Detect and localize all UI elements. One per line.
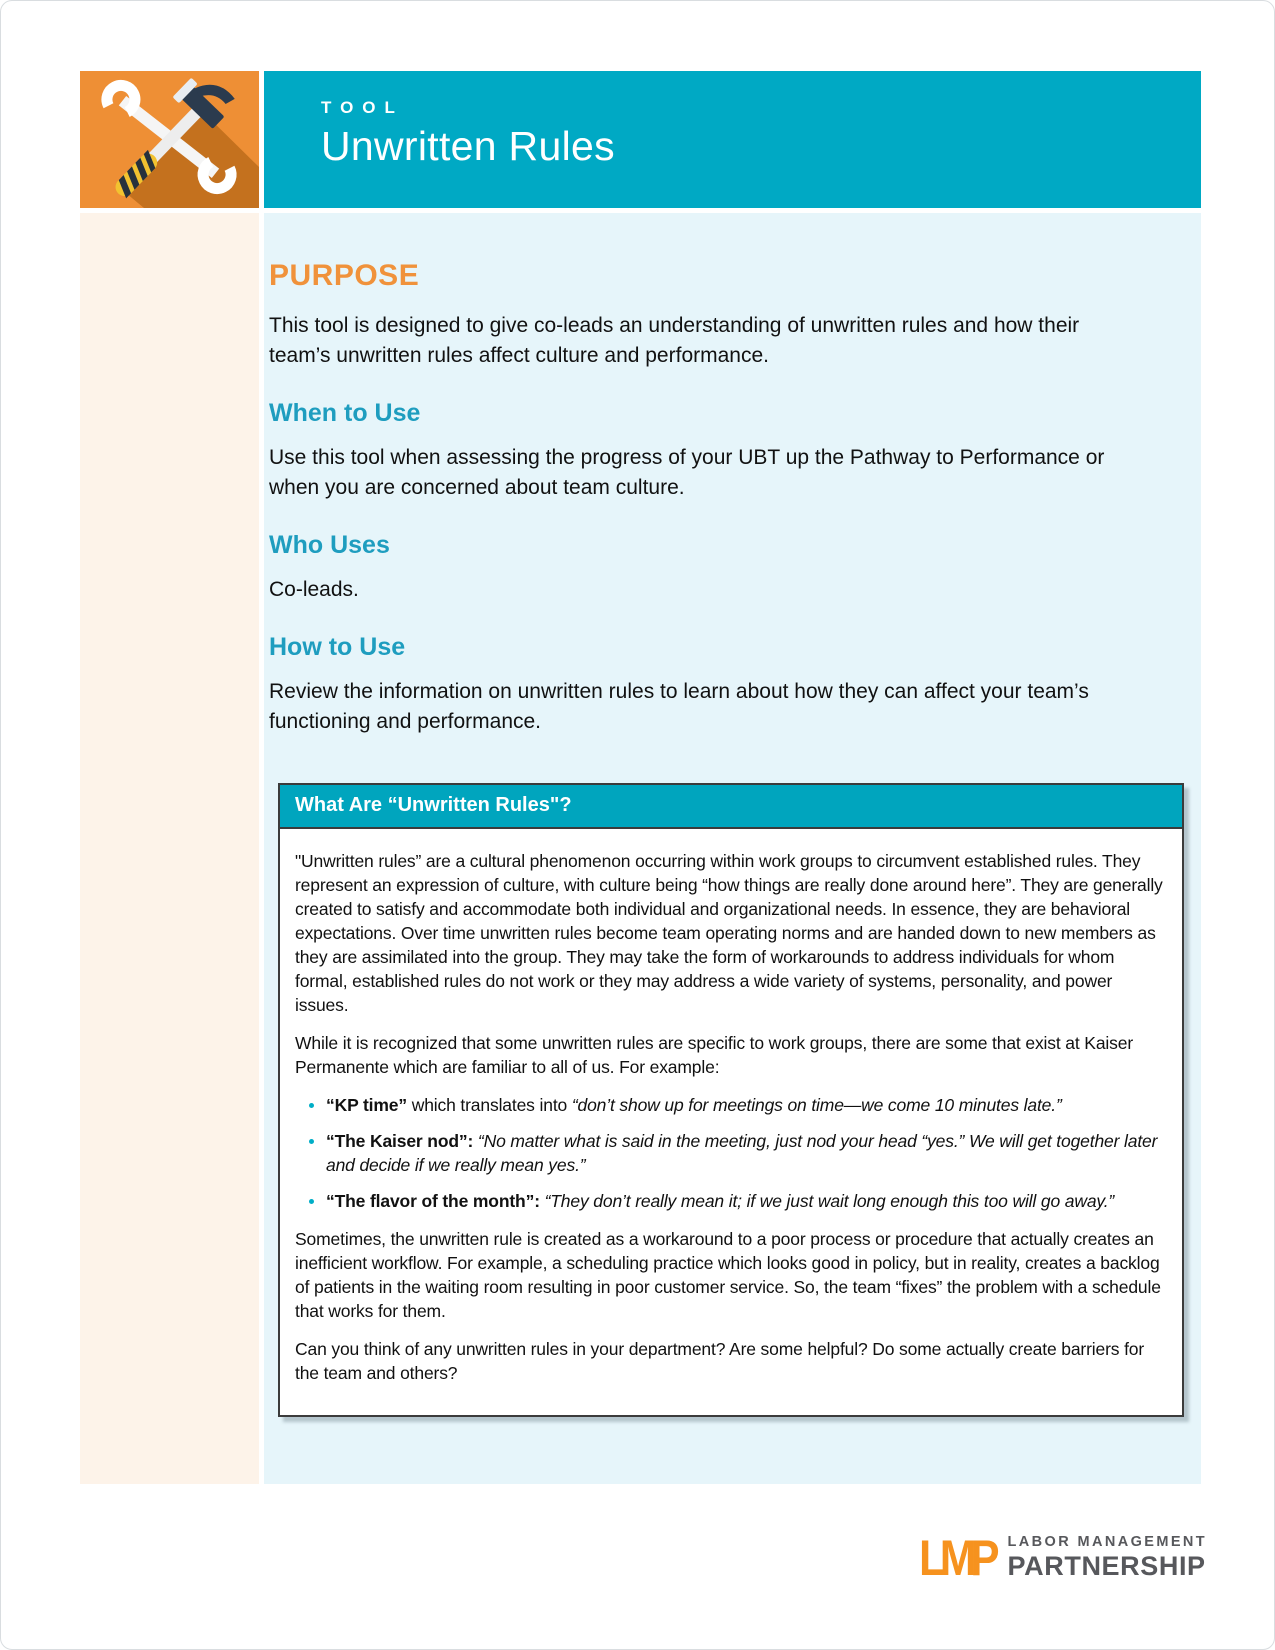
info-box-paragraph-1: "Unwritten rules” are a cultural phenomenon occurring within work groups to circumvent established rules. They represent an expression of culture, with culture being “how things are really done around here”. They are generally created to satisfy and accommodate both individual and organizational needs. In essence, they are behavioral expectations. Over time unwritten rules become team operating norms and are handed down to new members as they are assimilated into the group. They may take the form of workarounds to address individuals for whom formal, established rules do not work or they may address a wide variety of systems, personality, and power issues. [295,851,1163,1015]
example-term: “The flavor of the month”: [326,1191,540,1211]
section-body-how-to-use: Review the information on unwritten rules to learn about how they can affect your team’s functioning and performance. [269,680,1089,733]
info-box-paragraph-2: While it is recognized that some unwritten rules are specific to work groups, there are some that exist at Kaiser Permanente which are familiar to all of us. For example: [295,1033,1134,1077]
sidebar-strip [80,213,259,1484]
lmp-logo [919,1530,1208,1586]
section-body-who-uses: Co-leads. [269,578,359,601]
tools-icon [80,71,259,208]
info-box-paragraph-4: Can you think of any unwritten rules in your department? Are some helpful? Do some actually create barriers for the team and others? [295,1339,1145,1383]
document-type-kicker: TOOL [321,98,404,117]
header-banner [264,71,1201,208]
list-item [326,1093,1166,1117]
example-quote: “They don’t really mean it; if we just wait long enough this too will go away.” [544,1191,1115,1211]
info-box-paragraph-3: Sometimes, the unwritten rule is created as a workaround to a poor process or procedure that actually creates an inefficient workflow. For example, a scheduling practice which looks good in policy, but in reality, creates a backlog of patients in the waiting room resulting in poor customer service. So, the team “fixes” the problem with a schedule that works for them. [295,1229,1161,1321]
purpose-heading: PURPOSE [269,259,420,292]
main-content [264,213,1201,1484]
lmp-logo-text [1008,1534,1208,1582]
section-body-when-to-use: Use this tool when assessing the progress of your UBT up the Pathway to Performance or when you are concerned about team culture. [269,446,1105,499]
section-heading-who-uses: Who Uses [269,531,390,559]
example-term: “KP time” [326,1095,407,1115]
section-heading-when-to-use: When to Use [269,399,421,427]
example-quote: “No matter what is said in the meeting, just nod your head “yes.” We will get together later and decide if we really mean yes.” [326,1131,1158,1175]
lmp-logo-mark: LMP [919,1530,994,1586]
example-connector: which translates into [407,1095,572,1115]
list-item [326,1189,1166,1213]
logo-line-labor-management: LABOR MANAGEMENT [1007,1534,1208,1550]
info-box-body [280,829,1182,1415]
page-title: Unwritten Rules [321,123,615,169]
example-term: “The Kaiser nod”: [326,1131,474,1151]
info-box-title: What Are “Unwritten Rules"? [280,785,1182,829]
list-item [326,1129,1166,1177]
examples-list [295,1093,1166,1213]
logo-line-partnership: PARTNERSHIP [1007,1551,1206,1581]
example-quote: “don’t show up for meetings on time—we come 10 minutes late.” [571,1095,1062,1115]
purpose-body: This tool is designed to give co-leads an understanding of unwritten rules and how their team’s unwritten rules affect culture and performance. [269,314,1080,367]
unwritten-rules-info-box [278,783,1184,1417]
section-heading-how-to-use: How to Use [269,633,406,661]
